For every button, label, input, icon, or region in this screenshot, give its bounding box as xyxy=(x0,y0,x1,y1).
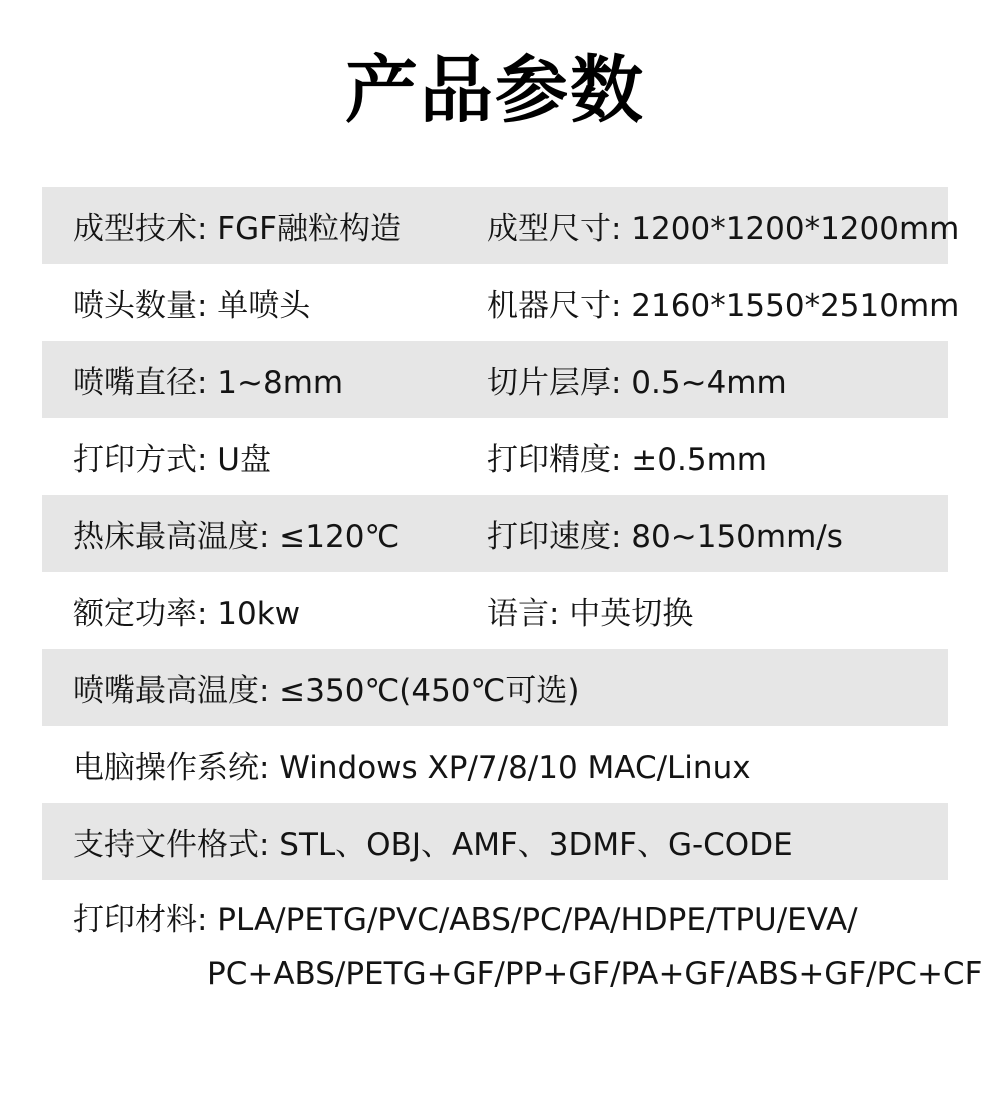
spec-cell-nozzle-count: 喷头数量: 单喷头 xyxy=(73,288,311,324)
spec-cell-machine-size: 机器尺寸: 2160*1550*2510mm xyxy=(487,288,960,324)
spec-cell-forming-tech: 成型技术: FGF融粒构造 xyxy=(73,211,401,247)
spec-row-file-formats xyxy=(42,803,948,880)
spec-cell-materials-line2: PC+ABS/PETG+GF/PP+GF/PA+GF/ABS+GF/PC+CF xyxy=(207,956,983,992)
spec-cell-file-formats: 支持文件格式: STL、OBJ、AMF、3DMF、G-CODE xyxy=(73,827,793,863)
spec-row-nozzle-diameter xyxy=(42,341,948,418)
spec-cell-print-accuracy: 打印精度: ±0.5mm xyxy=(487,442,767,478)
spec-cell-layer-thickness: 切片层厚: 0.5~4mm xyxy=(487,365,787,401)
spec-row-nozzle-count xyxy=(42,264,960,341)
spec-cell-materials-line1: 打印材料: PLA/PETG/PVC/ABS/PC/PA/HDPE/TPU/EVA/ xyxy=(73,902,858,938)
spec-row-nozzle-temp xyxy=(42,649,948,726)
spec-row-bed-temp xyxy=(42,495,948,572)
spec-cell-build-size: 成型尺寸: 1200*1200*1200mm xyxy=(487,211,960,247)
spec-table xyxy=(42,187,983,1019)
spec-row-forming xyxy=(42,187,960,264)
spec-cell-language: 语言: 中英切换 xyxy=(487,596,694,632)
spec-row-materials xyxy=(42,880,983,1019)
spec-cell-bed-temp: 热床最高温度: ≤120℃ xyxy=(73,519,400,555)
spec-row-os xyxy=(42,726,948,803)
spec-cell-nozzle-diameter: 喷嘴直径: 1~8mm xyxy=(73,365,344,401)
spec-row-power xyxy=(42,572,948,649)
spec-cell-os: 电脑操作系统: Windows XP/7/8/10 MAC/Linux xyxy=(73,750,751,786)
spec-cell-rated-power: 额定功率: 10kw xyxy=(73,596,301,632)
page-title: 产品参数 xyxy=(345,48,645,133)
spec-cell-print-speed: 打印速度: 80~150mm/s xyxy=(487,519,843,555)
spec-cell-print-method: 打印方式: U盘 xyxy=(73,442,271,478)
spec-row-print-method xyxy=(42,418,948,495)
spec-cell-nozzle-temp: 喷嘴最高温度: ≤350℃(450℃可选) xyxy=(73,673,580,709)
